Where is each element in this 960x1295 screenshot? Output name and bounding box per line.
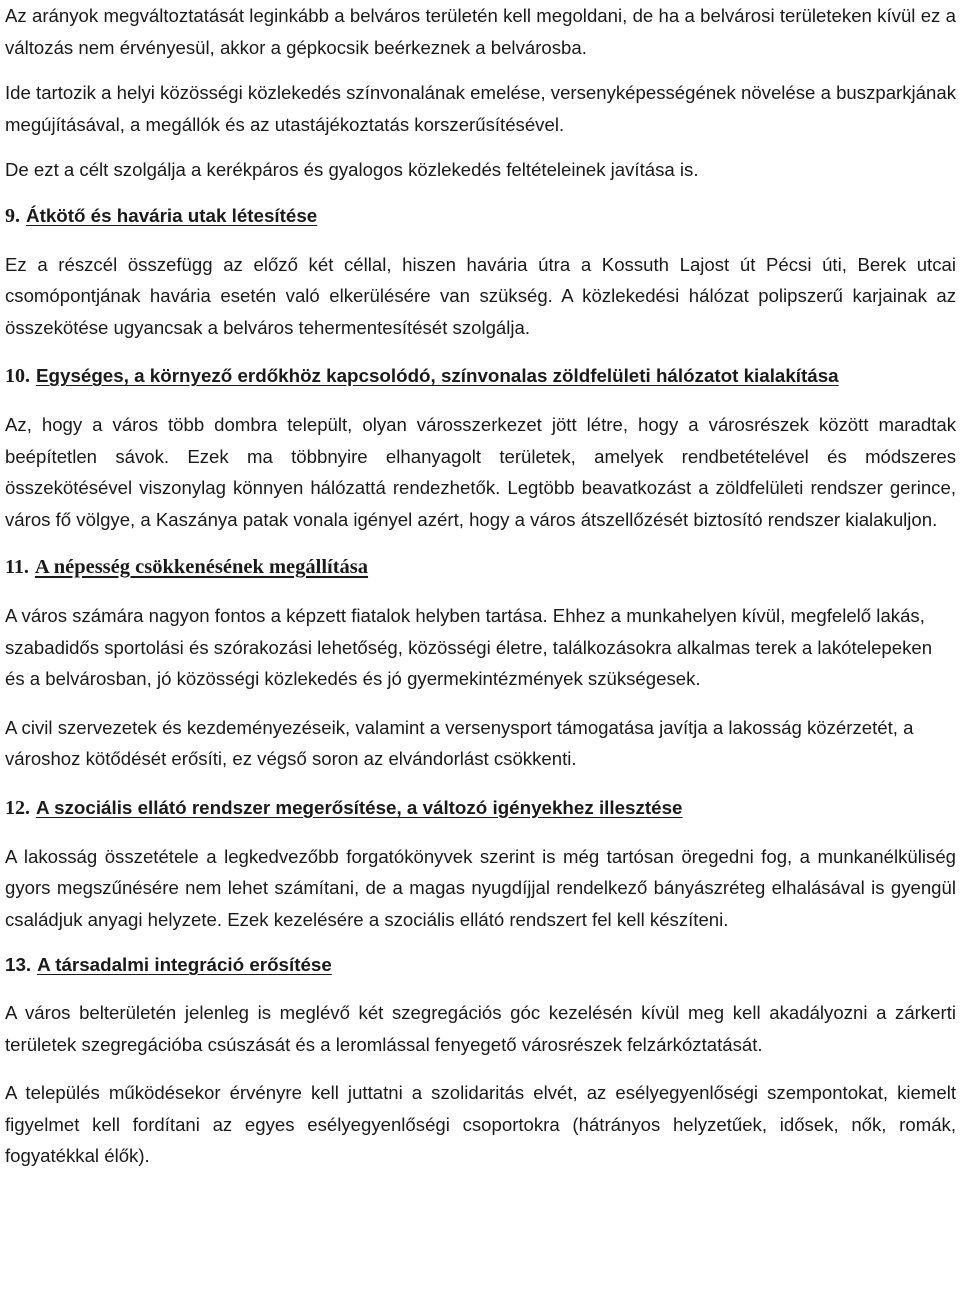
- section-13-paragraph-1: A város belterületén jelenleg is meglévő két szegregációs góc kezelésén kívül meg kell akadályozni a zárkerti területek szegregációba csúszását és a leromlással fenyegető városrészek felzárkóztatását.: [5, 1002, 956, 1055]
- section-heading-12: [5, 792, 956, 824]
- section-11-paragraph-1: A város számára nagyon fontos a képzett fiatalok helyben tartása. Ehhez a munkahelyen kívül, megfelelő lakás, szabadidős sportolási és szórakozási lehetőség, közösségi életre, találkozásokra alkalmas terek a lakótelepeken és a belvárosban, jó közösségi közlekedés és jó gyermekintézmények szükségesek.: [5, 605, 933, 689]
- section-number: 12.: [5, 796, 30, 819]
- section-heading-13: [5, 949, 956, 980]
- section-11-paragraph-2: A civil szervezetek és kezdeményezéseik, valamint a versenysport támogatása javítja a lakosság közérzetét, a városhoz kötődését erősíti, ez végső soron az elvándorlást csökkenti.: [5, 716, 914, 769]
- section-title: A népesség csökkenésének megállítása: [34, 556, 369, 578]
- section-heading-11: [5, 552, 956, 583]
- section-number: 11.: [5, 556, 29, 578]
- section-number: 9.: [5, 204, 20, 227]
- section-13-paragraph-2: A település működésekor érvényre kell juttatni a szolidaritás elvét, az esélyegyenlőségi szempontokat, kiemelt figyelmet kell fordítani az egyes esélyegyenlőségi csoportokra (hátrányos helyzetűek, idősek, nők, romák, fogyatékkal élők).: [5, 1082, 956, 1166]
- intro-paragraph-1: Az arányok megváltoztatását leginkább a belváros területén kell megoldani, de ha a belvárosi területeken kívül ez a változás nem érvényesül, akkor a gépkocsik beérkeznek a belvárosba.: [5, 5, 956, 58]
- section-12-paragraph-1: A lakosság összetétele a legkedvezőbb forgatókönyvek szerint is még tartósan öregedni fog, a munkanélküliség gyors megszűnésére nem lehet számítani, de a magas nyugdíjjal rendelkező bányászréteg elhalásával is gyengül családjuk anyagi helyzete. Ezek kezelésére a szociális ellátó rendszert fel kell készíteni.: [5, 845, 956, 930]
- section-number: 10.: [5, 365, 30, 387]
- section-number: 13.: [5, 954, 32, 975]
- section-heading-10: [5, 360, 956, 392]
- document-page: [5, 0, 956, 1172]
- section-heading-9: [5, 200, 956, 232]
- intro-paragraph-2: Ide tartozik a helyi közösségi közlekedés színvonalának emelése, versenyképességének növelése a buszparkjának megújításával, a megállók és az utastájékoztatás korszerűsítésével.: [5, 82, 956, 135]
- section-title: A szociális ellátó rendszer megerősítése, a változó igényekhez illesztése: [36, 796, 683, 818]
- section-9-paragraph-1: Ez a részcél összefügg az előző két céllal, hiszen havária útra a Kossuth Lajost út Pécsi úti, Berek utcai csomópontjának havária esetén való elkerülésére van szükség. A közlekedési hálózat polipszerű karjainak az összekötése ugyancsak a belváros tehermentesítését szolgálja.: [5, 253, 956, 338]
- section-10-paragraph-1: Az, hogy a város több dombra települt, olyan városszerkezet jött létre, hogy a városrészek között maradtak beépítetlen sávok. Ezek ma többnyire elhanyagolt területek, amelyek rendbetételével és módszeres összekötésével viszonylag könnyen hálózattá rendezhetők. Legtöbb beavatkozást a zöldfelületi rendszer gerince, város fő völgye, a Kaszánya patak vonala igényel azért, hogy a város átszellőzését biztosító rendszer kialakuljon.: [5, 414, 956, 530]
- intro-paragraph-3: De ezt a célt szolgálja a kerékpáros és gyalogos közlekedés feltételeinek javítása is.: [5, 159, 699, 180]
- section-title: Egységes, a környező erdőkhöz kapcsolódó, színvonalas zöldfelületi hálózatot kialakítása: [36, 365, 839, 386]
- section-title: A társadalmi integráció erősítése: [37, 954, 332, 975]
- section-title: Átkötő és havária utak létesítése: [26, 204, 318, 226]
